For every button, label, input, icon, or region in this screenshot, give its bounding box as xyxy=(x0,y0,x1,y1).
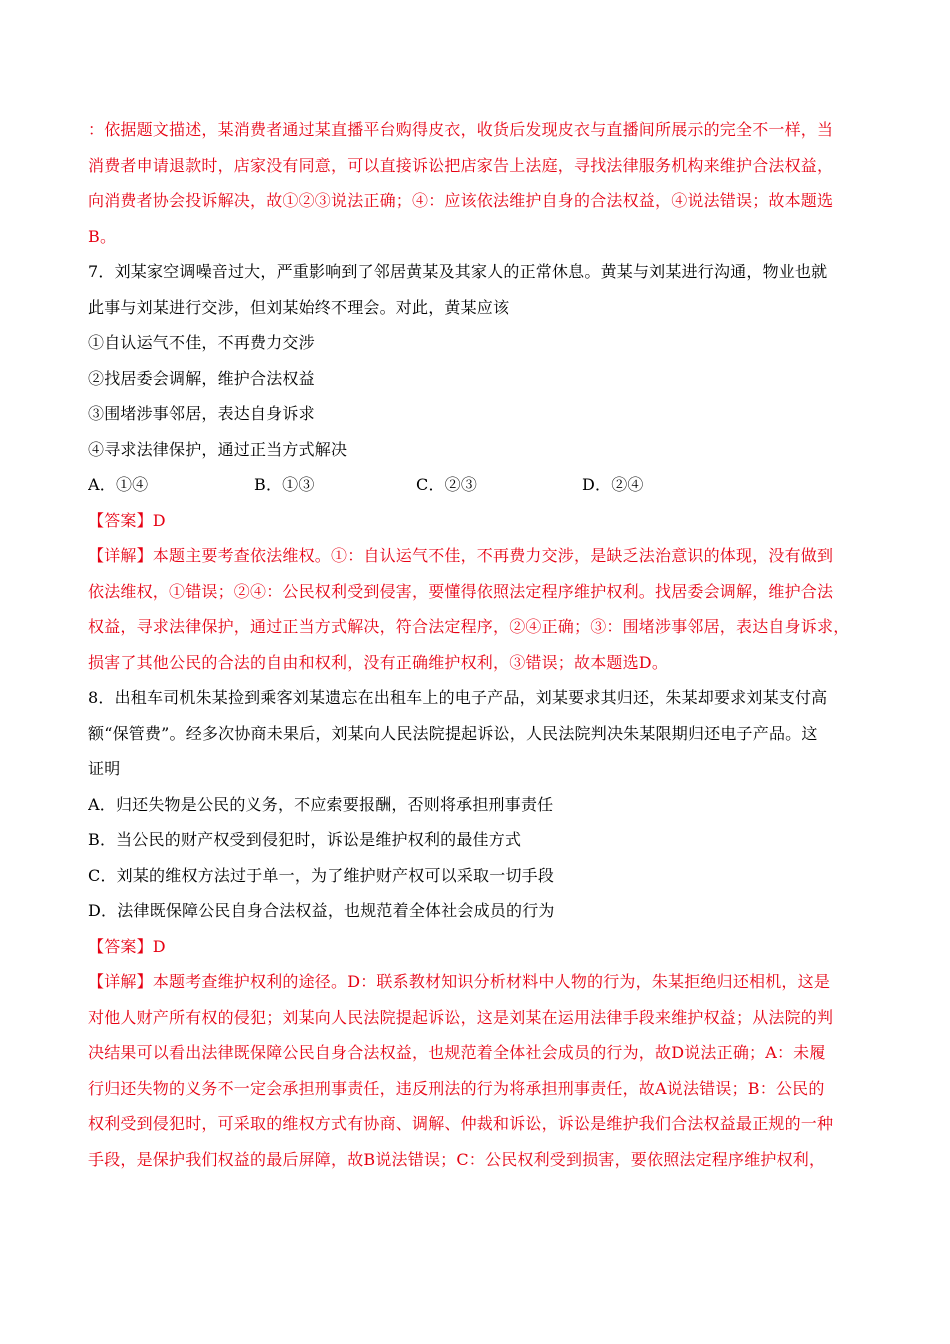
explanation-line: ：依据题文描述，某消费者通过某直播平台购得皮衣，收货后发现皮衣与直播间所展示的完全不一样，当 xyxy=(88,120,834,139)
explanation-line: 消费者申请退款时，店家没有同意，可以直接诉讼把店家告上法庭，寻找法律服务机构来维护合法权益， xyxy=(88,155,834,175)
explanation-line: B。 xyxy=(88,226,117,246)
explanation-line: 行归还失物的义务不一定会承担刑事责任，违反刑法的行为将承担刑事责任，故A说法错误；B：公民的 xyxy=(88,1078,825,1098)
statement-2: ②找居委会调解，维护合法权益 xyxy=(88,368,315,388)
explanation-line: 决结果可以看出法律既保障公民自身合法权益，也规范着全体社会成员的行为，故D说法正确；A：未履 xyxy=(88,1043,826,1062)
explanation-line: 【详解】本题考查维护权利的途径。D：联系教材知识分析材料中人物的行为，朱某拒绝归还相机，这是 xyxy=(88,972,831,991)
statement-3: ③围堵涉事邻居，表达自身诉求 xyxy=(88,404,315,423)
question-stem-line: 7．刘某家空调噪音过大，严重影响到了邻居黄某及其家人的正常休息。黄某与刘某进行沟通，物业也就 xyxy=(88,262,828,281)
option-d: D．法律既保障公民自身合法权益，也规范着全体社会成员的行为 xyxy=(88,901,555,920)
answer-label: 【答案】D xyxy=(88,936,166,956)
question-8 xyxy=(88,680,868,1177)
statement-1: ①自认运气不佳，不再费力交涉 xyxy=(88,333,315,352)
explanation-line: 权利受到侵犯时，可采取的维权方式有协商、调解、仲裁和诉讼，诉讼是维护我们合法权益最正规的一种 xyxy=(88,1114,834,1133)
explanation-line: 手段，是保护我们权益的最后屏障，故B说法错误；C：公民权利受到损害，要依照法定程序维护权利， xyxy=(88,1149,826,1169)
explanation-line: 【详解】本题主要考查依法维权。①：自认运气不佳，不再费力交涉，是缺乏法治意识的体现，没有做到 xyxy=(88,546,834,565)
explanation-line: 对他人财产所有权的侵犯；刘某向人民法院提起诉讼，这是刘某在运用法律手段来维护权益；从法院的判 xyxy=(88,1007,834,1027)
explanation-line: 依法维权，①错误；②④：公民权利受到侵害，要懂得依照法定程序维护权利。找居委会调解，维护合法 xyxy=(88,581,834,601)
option-d: D．②④ xyxy=(582,475,644,494)
question-stem-line: 8．出租车司机朱某捡到乘客刘某遗忘在出租车上的电子产品，刘某要求其归还，朱某却要求刘某支付高 xyxy=(88,688,828,707)
option-a: A．①④ xyxy=(88,475,149,494)
option-c: C．②③ xyxy=(416,475,478,494)
answer-label: 【答案】D xyxy=(88,510,166,530)
question-stem-line: 此事与刘某进行交涉，但刘某始终不理会。对此，黄某应该 xyxy=(88,297,510,317)
option-a: A．归还失物是公民的义务，不应索要报酬，否则将承担刑事责任 xyxy=(88,794,554,814)
question-stem-line: 额“保管费”。经多次协商未果后，刘某向人民法院提起诉讼，人民法院判决朱某限期归还电子产品。这 xyxy=(88,723,818,743)
explanation-line: 权益，寻求法律保护，通过正当方式解决，符合法定程序，②④正确；③：围堵涉事邻居，表达自身诉求， xyxy=(88,617,850,636)
question-stem-line: 证明 xyxy=(88,759,121,778)
explanation-line: 损害了其他公民的合法的自由和权利，没有正确维护权利，③错误；故本题选D。 xyxy=(88,652,669,672)
explanation-line: 向消费者协会投诉解决，故①②③说法正确；④：应该依法维护自身的合法权益，④说法错误；故本题选 xyxy=(88,191,834,210)
document-page xyxy=(88,112,868,1177)
prev-explanation xyxy=(88,112,868,254)
statement-4: ④寻求法律保护，通过正当方式解决 xyxy=(88,439,348,459)
option-c: C．刘某的维权方法过于单一，为了维护财产权可以采取一切手段 xyxy=(88,865,555,885)
option-b: B．当公民的财产权受到侵犯时，诉讼是维护权利的最佳方式 xyxy=(88,830,522,849)
options-row xyxy=(88,467,868,503)
option-b: B．①③ xyxy=(254,475,315,494)
question-7 xyxy=(88,254,868,680)
